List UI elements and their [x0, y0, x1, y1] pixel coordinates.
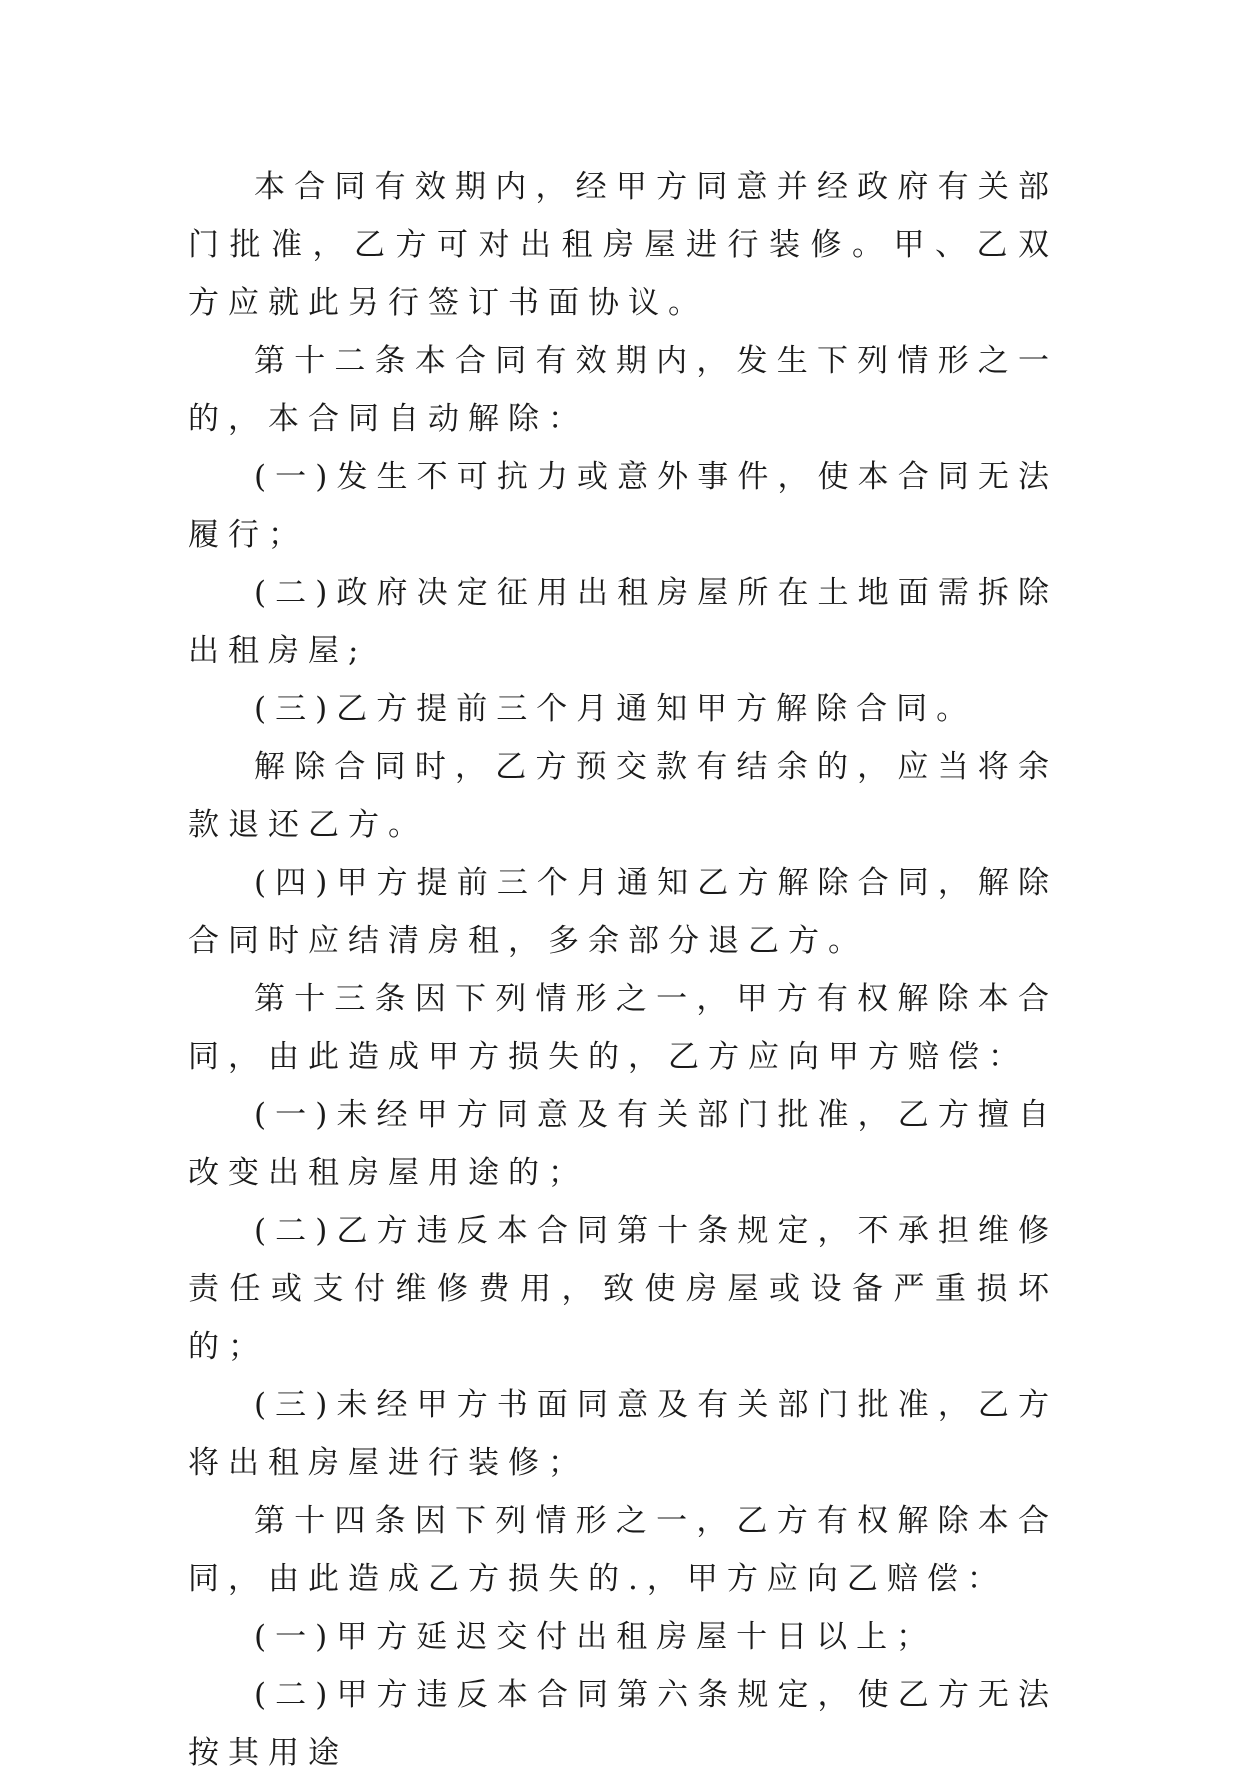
- paragraph-article-12-item-3: (三)乙方提前三个月通知甲方解除合同。: [254, 691, 977, 727]
- paragraph-article-14-heading: 第十四条因下列情形之一，乙方有权解除本合同，由此造成乙方损失的.，甲方应向乙赔偿：: [188, 1503, 1058, 1597]
- contract-body: [188, 158, 1058, 1782]
- paragraph-article-13-item-3: (三)未经甲方书面同意及有关部门批准，乙方将出租房屋进行装修；: [188, 1387, 1058, 1481]
- paragraph-refund-clause: 解除合同时，乙方预交款有结余的，应当将余款退还乙方。: [188, 749, 1058, 843]
- paragraph-article-13-heading: 第十三条因下列情形之一，甲方有权解除本合同，由此造成甲方损失的，乙方应向甲方赔偿：: [188, 981, 1058, 1075]
- paragraph-article-12-item-1: (一)发生不可抗力或意外事件，使本合同无法履行；: [188, 459, 1058, 553]
- paragraph-article-12-heading: 第十二条本合同有效期内，发生下列情形之一的，本合同自动解除：: [188, 343, 1058, 437]
- paragraph-renovation-clause: 本合同有效期内，经甲方同意并经政府有关部门批准，乙方可对出租房屋进行装修。甲、乙双方应就此另行签订书面协议。: [188, 169, 1058, 321]
- paragraph-article-12-item-4: (四)甲方提前三个月通知乙方解除合同，解除合同时应结清房租，多余部分退乙方。: [188, 865, 1058, 959]
- paragraph-article-14-item-1: (一)甲方延迟交付出租房屋十日以上；: [254, 1619, 937, 1655]
- paragraph-article-14-item-2: (二)甲方违反本合同第六条规定，使乙方无法按其用途: [188, 1677, 1058, 1771]
- paragraph-article-13-item-1: (一)未经甲方同意及有关部门批准，乙方擅自改变出租房屋用途的；: [188, 1097, 1058, 1191]
- paragraph-article-13-item-2: (二)乙方违反本合同第十条规定，不承担维修责任或支付维修费用，致使房屋或设备严重损坏的；: [188, 1213, 1058, 1365]
- paragraph-article-12-item-2: (二)政府决定征用出租房屋所在土地面需拆除出租房屋;: [188, 575, 1058, 669]
